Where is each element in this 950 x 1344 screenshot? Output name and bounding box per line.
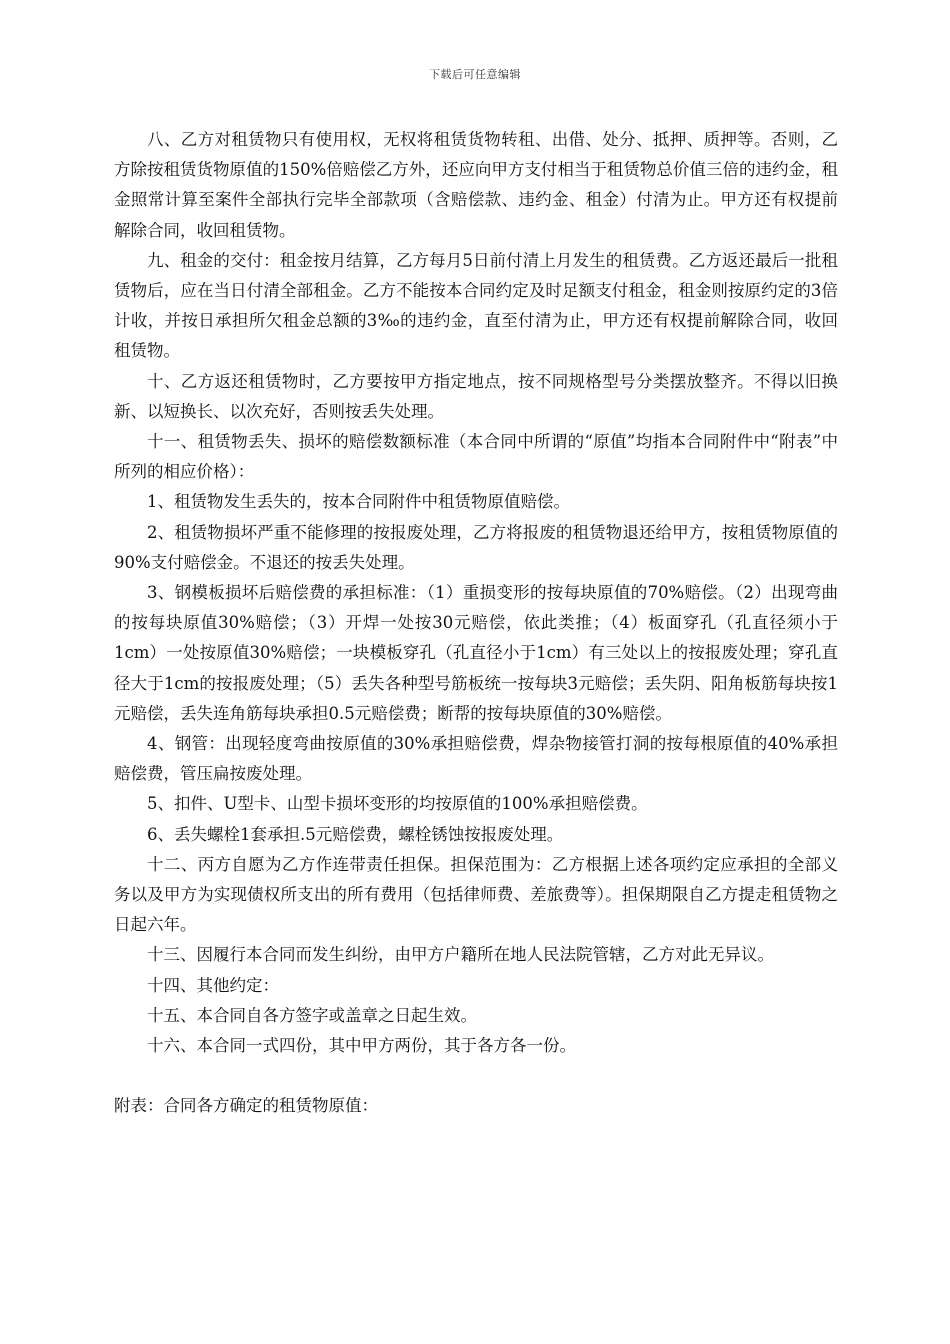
header-note: 下载后可任意编辑 xyxy=(429,68,521,81)
clause-11-item-1: 1、租赁物发生丢失的，按本合同附件中租赁物原值赔偿。 xyxy=(147,492,570,512)
appendix-heading: 附表：合同各方确定的租赁物原值： xyxy=(114,1096,378,1116)
clause-13: 十三、因履行本合同而发生纠纷，由甲方户籍所在地人民法院管辖，乙方对此无异议。 xyxy=(147,945,774,965)
clause-8: 八、乙方对租赁物只有使用权，无权将租赁货物转租、出借、处分、抵押、质押等。否则，乙方除按租赁货物原值的150%倍赔偿乙方外，还应向甲方支付相当于租赁物总价值三倍的违约金，租金照常计算至案件全部执行完毕全部款项（含赔偿款、违约金、租金）付清为止。甲方还有权提前解除合同，收回租赁物。 xyxy=(114,130,838,240)
clause-11-item-6: 6、丢失螺栓1套承担.5元赔偿费，螺栓锈蚀按报废处理。 xyxy=(147,824,564,844)
clause-14: 十四、其他约定： xyxy=(147,975,279,995)
clause-10: 十、乙方返还租赁物时，乙方要按甲方指定地点，按不同规格型号分类摆放整齐。不得以旧换新、以短换长、以次充好，否则按丢失处理。 xyxy=(114,371,838,421)
clause-16: 十六、本合同一式四份，其中甲方两份，其于各方各一份。 xyxy=(147,1036,576,1056)
clause-11: 十一、租赁物丢失、损坏的赔偿数额标准（本合同中所谓的“原值”均指本合同附件中“附表”中所列的相应价格）： xyxy=(114,432,838,482)
clause-15: 十五、本合同自各方签字或盖章之日起生效。 xyxy=(147,1005,477,1025)
clause-11-item-5: 5、扣件、U型卡、山型卡损坏变形的均按原值的100%承担赔偿费。 xyxy=(147,794,648,814)
clause-11-item-2: 2、租赁物损坏严重不能修理的按报废处理，乙方将报废的租赁物退还给甲方，按租赁物原值的90%支付赔偿金。不退还的按丢失处理。 xyxy=(114,522,838,572)
clause-11-item-3: 3、钢模板损坏后赔偿费的承担标准：（1）重损变形的按每块原值的70%赔偿。（2）出现弯曲的按每块原值30%赔偿；（3）开焊一处按30元赔偿，依此类推；（4）板面穿孔（孔直径须小于1cm）一处按原值30%赔偿；一块模板穿孔（孔直径小于1cm）有三处以上的按报废处理；穿孔直径大于1cm的按报废处理；（5）丢失各种型号筋板统一按每块3元赔偿；丢失阴、阳角板筋每块按1元赔偿，丢失连角筋每块承担0.5元赔偿费；断帮的按每块原值的30%赔偿。 xyxy=(114,583,838,723)
contract-body xyxy=(114,125,838,1122)
spacer xyxy=(114,1061,838,1091)
clause-9: 九、租金的交付：租金按月结算，乙方每月5日前付清上月发生的租赁费。乙方返还最后一批租赁物后，应在当日付清全部租金。乙方不能按本合同约定及时足额支付租金，租金则按原约定的3倍计收，并按日承担所欠租金总额的3‰的违约金，直至付清为止，甲方还有权提前解除合同，收回租赁物。 xyxy=(114,250,838,361)
clause-12: 十二、丙方自愿为乙方作连带责任担保。担保范围为：乙方根据上述各项约定应承担的全部义务以及甲方为实现债权所支出的所有费用（包括律师费、差旅费等）。担保期限自乙方提走租赁物之日起六年。 xyxy=(114,854,838,935)
clause-11-item-4: 4、钢管：出现轻度弯曲按原值的30%承担赔偿费，焊杂物接管打洞的按每根原值的40%承担赔偿费，管压扁按废处理。 xyxy=(114,734,838,784)
